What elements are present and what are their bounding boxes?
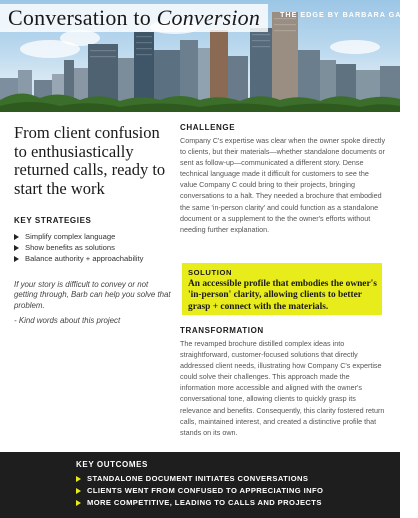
- list-item: Show benefits as solutions: [14, 242, 174, 253]
- list-item: STANDALONE DOCUMENT INITIATES CONVERSATIONS: [76, 473, 400, 485]
- key-strategies-list: [14, 231, 174, 264]
- challenge-section: [180, 123, 386, 235]
- triangle-bullet-icon: [76, 500, 81, 506]
- triangle-bullet-icon: [76, 488, 81, 494]
- list-item: Simplify complex language: [14, 231, 174, 242]
- list-item: Balance authority + approachability: [14, 253, 174, 264]
- title-banner: [0, 4, 268, 32]
- key-strategies-heading: KEY STRATEGIES: [14, 216, 92, 225]
- triangle-bullet-icon: [14, 234, 19, 240]
- challenge-heading: CHALLENGE: [180, 123, 236, 132]
- left-column: [14, 124, 174, 325]
- transformation-section: [180, 326, 386, 438]
- hero-skyline-image: [0, 0, 418, 112]
- key-outcomes-list: [76, 473, 400, 509]
- byline: THE EDGE BY BARBARA GATES: [280, 10, 418, 19]
- transformation-text: The revamped brochure distilled complex ideas into straightforward, customer-focused solutions that directly addressed client needs, illustrating how Company C's expertise could solve their challenges. This approach made the information more accessible and aligned with the owner's conversational tone, allowing clients to quickly grasp its relevance and benefits. Consequently, this clarity fostered return calls, maintained interest, and created a distinctive profile that stands on its own.: [180, 339, 385, 437]
- triangle-bullet-icon: [14, 245, 19, 251]
- transformation-heading: TRANSFORMATION: [180, 326, 264, 335]
- key-outcomes-heading: KEY OUTCOMES: [76, 460, 148, 469]
- challenge-text: Company C's expertise was clear when the owner spoke directly to clients, but their materials—whether standalone documents or sent as follow-up—communicated a different story. Dense technical language made it difficult for customers to see the value Company C could bring to their projects, bringing conversations to a halt. They needed a brochure that embodied the same 'in-person clarity' and could function as a standalone document or a supplement to the the owner's efforts without needing further explanation.: [180, 136, 386, 234]
- solution-heading: SOLUTION: [188, 268, 233, 277]
- solution-text: An accessible profile that embodies the owner's 'in-person' clarity, allowing clients to better grasp + connect with the materials.: [188, 279, 377, 312]
- key-outcomes-footer: [0, 452, 400, 518]
- page-title: Conversation to Conversion: [8, 5, 261, 30]
- triangle-bullet-icon: [76, 476, 81, 482]
- headline: From client confusion to enthusiastically returned calls, ready to start the work: [14, 123, 166, 198]
- list-item: MORE COMPETITIVE, LEADING TO CALLS AND PROJECTS: [76, 497, 400, 509]
- solution-callout: [182, 263, 382, 315]
- list-item: CLIENTS WENT FROM CONFUSED TO APPRECIATING INFO: [76, 485, 400, 497]
- testimonial-quote: If your story is difficult to convey or not getting through, Barb can help you solve that problem.: [14, 280, 171, 310]
- triangle-bullet-icon: [14, 256, 19, 262]
- quote-attribution: - Kind words about this project: [14, 316, 121, 326]
